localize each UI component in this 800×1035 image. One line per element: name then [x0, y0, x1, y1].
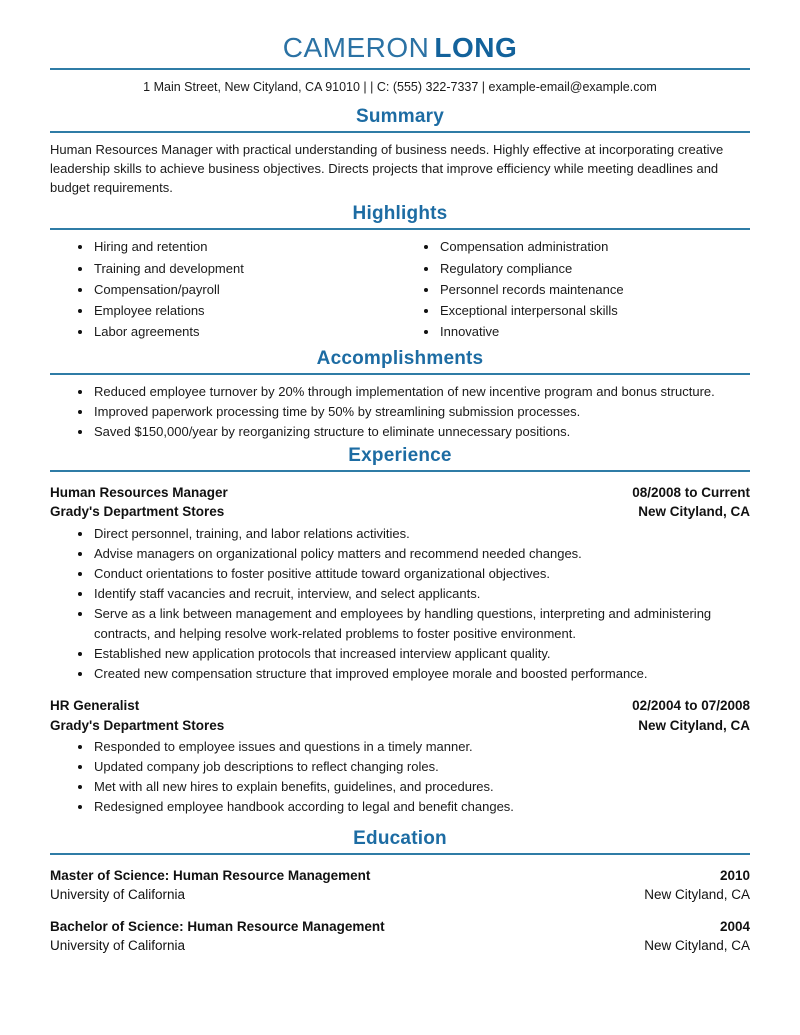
highlights-column-left [50, 237, 400, 343]
education-school-row [50, 936, 750, 955]
education-degree [50, 866, 370, 885]
highlights-list-left [50, 237, 400, 341]
job-dates: 02/2004 to 07/2008 [632, 698, 750, 714]
education-school: University of California [50, 938, 186, 954]
job-bullets [50, 522, 750, 684]
section-title-education: Education [353, 827, 447, 849]
education-degree-row [50, 866, 750, 885]
section-spacer [50, 818, 750, 824]
list-item: Met with all new hires to explain benefits, guidelines, and procedures. [50, 777, 750, 796]
experience-company-row [50, 502, 750, 521]
education-school-row [50, 885, 750, 904]
accomplishments-body [50, 375, 750, 442]
list-item: Reduced employee turnover by 20% through implementation of new incentive program and bonus structure. [50, 382, 750, 401]
list-item: Redesigned employee handbook according to legal and benefit changes. [50, 797, 750, 816]
education-location: New Cityland, CA [644, 938, 750, 954]
experience-title-row [50, 483, 750, 502]
education-degree-row [50, 917, 750, 936]
education-year: 2004 [719, 918, 750, 934]
education-degree-separator: : [164, 867, 174, 883]
job-company: Grady's Department Stores [50, 504, 225, 520]
section-accomplishments [50, 348, 750, 442]
list-item: Responded to employee issues and questions in a timely manner. [50, 737, 750, 756]
job-bullets [50, 735, 750, 817]
education-entry [50, 904, 750, 955]
candidate-first-name: CAMERON [282, 32, 430, 63]
candidate-last-name: LONG [434, 32, 518, 63]
job-company: Grady's Department Stores [50, 717, 225, 733]
experience-body [50, 472, 750, 816]
job-title: Human Resources Manager [50, 485, 228, 501]
section-education [50, 828, 750, 956]
list-item: Advise managers on organizational policy matters and recommend needed changes. [50, 544, 750, 563]
education-degree-field: Human Resource Management [187, 918, 385, 934]
list-item: Saved $150,000/year by reorganizing structure to eliminate unnecessary positions. [50, 422, 750, 441]
section-title-highlights: Highlights [352, 203, 448, 225]
section-title-accomplishments: Accomplishments [316, 347, 484, 369]
list-item: Regulatory compliance [400, 259, 750, 278]
resume-header [50, 0, 750, 102]
list-item: Compensation administration [400, 237, 750, 256]
section-experience [50, 445, 750, 816]
highlights-list-right [400, 237, 750, 341]
accomplishments-list [50, 382, 750, 442]
experience-entry [50, 684, 750, 816]
section-summary [50, 106, 750, 199]
education-school: University of California [50, 886, 186, 902]
experience-company-row [50, 716, 750, 735]
job-location: New Cityland, CA [638, 717, 750, 733]
summary-body [50, 133, 750, 199]
job-dates: 08/2008 to Current [632, 485, 750, 501]
list-item: Established new application protocols that increased interview applicant quality. [50, 644, 750, 663]
list-item: Exceptional interpersonal skills [400, 301, 750, 320]
contact-line: 1 Main Street, New Cityland, CA 91010 | | C: (555) 322-7337 | example-email@example.com [143, 80, 657, 94]
education-entry [50, 862, 750, 904]
summary-text: Human Resources Manager with practical understanding of business needs. Highly effective at incorporating creative leadership skills to achieve business objectives. Directs projects that improve efficiency while meeting deadlines and budget requirements. [50, 142, 724, 196]
education-degree-field: Human Resource Management [173, 867, 371, 883]
experience-title-row [50, 696, 750, 715]
highlights-columns [50, 237, 750, 343]
list-item: Labor agreements [50, 322, 400, 341]
job-location: New Cityland, CA [638, 504, 750, 520]
candidate-name [50, 0, 750, 68]
list-item: Compensation/payroll [50, 280, 400, 299]
education-degree-label: Master of Science [50, 867, 165, 883]
education-degree-label: Bachelor of Science [50, 918, 180, 934]
list-item: Training and development [50, 259, 400, 278]
section-highlights [50, 203, 750, 343]
section-title-experience: Experience [348, 445, 452, 467]
education-location: New Cityland, CA [644, 886, 750, 902]
list-item: Improved paperwork processing time by 50% by streamlining submission processes. [50, 402, 750, 421]
experience-entry [50, 479, 750, 683]
highlights-body [50, 230, 750, 343]
list-item: Identify staff vacancies and recruit, interview, and select applicants. [50, 584, 750, 603]
section-title-summary: Summary [356, 106, 444, 127]
list-item: Hiring and retention [50, 237, 400, 256]
education-degree [50, 917, 385, 936]
list-item: Conduct orientations to foster positive attitude toward organizational objectives. [50, 564, 750, 583]
list-item: Created new compensation structure that improved employee morale and boosted performance. [50, 664, 750, 683]
list-item: Serve as a link between management and employees by handling questions, interpreting and administering contracts, and helping resolve work-related problems to foster positive environment. [50, 604, 750, 642]
education-degree-separator: : [179, 918, 188, 934]
list-item: Updated company job descriptions to reflect changing roles. [50, 757, 750, 776]
list-item: Direct personnel, training, and labor relations activities. [50, 524, 750, 543]
highlights-column-right [400, 237, 750, 343]
list-item: Employee relations [50, 301, 400, 320]
list-item: Personnel records maintenance [400, 280, 750, 299]
job-title: HR Generalist [50, 698, 140, 714]
list-item: Innovative [400, 322, 750, 341]
education-year: 2010 [719, 867, 750, 883]
education-body [50, 855, 750, 956]
